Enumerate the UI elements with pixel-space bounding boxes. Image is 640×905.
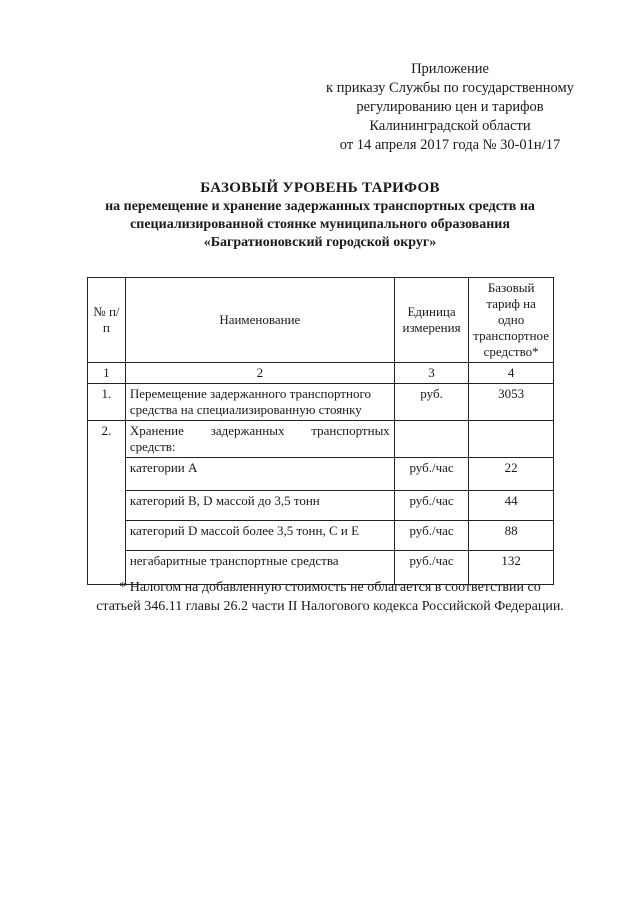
header-tariff: Базовый тариф на одно транспортное средство* bbox=[469, 278, 554, 363]
row-unit: руб./час bbox=[394, 491, 468, 521]
appendix-line: Калининградской области bbox=[369, 118, 531, 134]
row-value bbox=[469, 421, 554, 458]
column-number: 4 bbox=[469, 363, 554, 384]
header-name: Наименование bbox=[125, 278, 394, 363]
appendix-line: от 14 апреля 2017 года № 30-01н/17 bbox=[339, 137, 561, 153]
row-value: 22 bbox=[469, 458, 554, 491]
column-number-row bbox=[88, 363, 554, 384]
footnote-line: * Налогом на добавленную стоимость не облагается в соответствии со bbox=[119, 580, 541, 595]
row-name: категорий В, D массой до 3,5 тонн bbox=[125, 491, 394, 521]
title-sub-line: специализированной стоянке муниципального образования bbox=[130, 217, 510, 232]
row-num: 2. bbox=[88, 421, 126, 585]
row-unit: руб./час bbox=[394, 551, 468, 585]
column-number: 2 bbox=[125, 363, 394, 384]
appendix-line: Приложение bbox=[411, 61, 489, 77]
footnote-line: статьей 346.11 главы 26.2 части II Налогового кодекса Российской Федерации. bbox=[96, 599, 564, 614]
appendix-line: регулированию цен и тарифов bbox=[356, 99, 544, 115]
table-row bbox=[88, 421, 554, 458]
footnote bbox=[80, 578, 580, 616]
row-name: категории А bbox=[125, 458, 394, 491]
header-unit: Единица измерения bbox=[394, 278, 468, 363]
title-sub-line: на перемещение и хранение задержанных транспортных средств на bbox=[105, 199, 535, 214]
row-value: 44 bbox=[469, 491, 554, 521]
table-row bbox=[88, 384, 554, 421]
table-row bbox=[88, 458, 554, 491]
table-row bbox=[88, 521, 554, 551]
row-value: 132 bbox=[469, 551, 554, 585]
title-sub-line: «Багратионовский городской округ» bbox=[203, 235, 437, 250]
appendix-block bbox=[300, 60, 600, 155]
title-main: БАЗОВЫЙ УРОВЕНЬ ТАРИФОВ bbox=[200, 180, 440, 196]
row-unit: руб./час bbox=[394, 458, 468, 491]
row-name: Перемещение задержанного транспортного средства на специализированную стоянку bbox=[125, 384, 394, 421]
row-name: Хранение задержанных транспортных средств: bbox=[125, 421, 394, 458]
row-unit: руб./час bbox=[394, 521, 468, 551]
tariff-table bbox=[87, 277, 554, 585]
column-number: 1 bbox=[88, 363, 126, 384]
table-row bbox=[88, 491, 554, 521]
document-title bbox=[0, 178, 640, 252]
appendix-line: к приказу Службы по государственному bbox=[326, 80, 574, 96]
row-unit: руб. bbox=[394, 384, 468, 421]
row-unit bbox=[394, 421, 468, 458]
row-value: 3053 bbox=[469, 384, 554, 421]
row-num: 1. bbox=[88, 384, 126, 421]
row-value: 88 bbox=[469, 521, 554, 551]
row-name: категорий D массой более 3,5 тонн, С и Е bbox=[125, 521, 394, 551]
table-header-row bbox=[88, 278, 554, 363]
header-num: № п/п bbox=[88, 278, 126, 363]
column-number: 3 bbox=[394, 363, 468, 384]
row-name: негабаритные транспортные средства bbox=[125, 551, 394, 585]
